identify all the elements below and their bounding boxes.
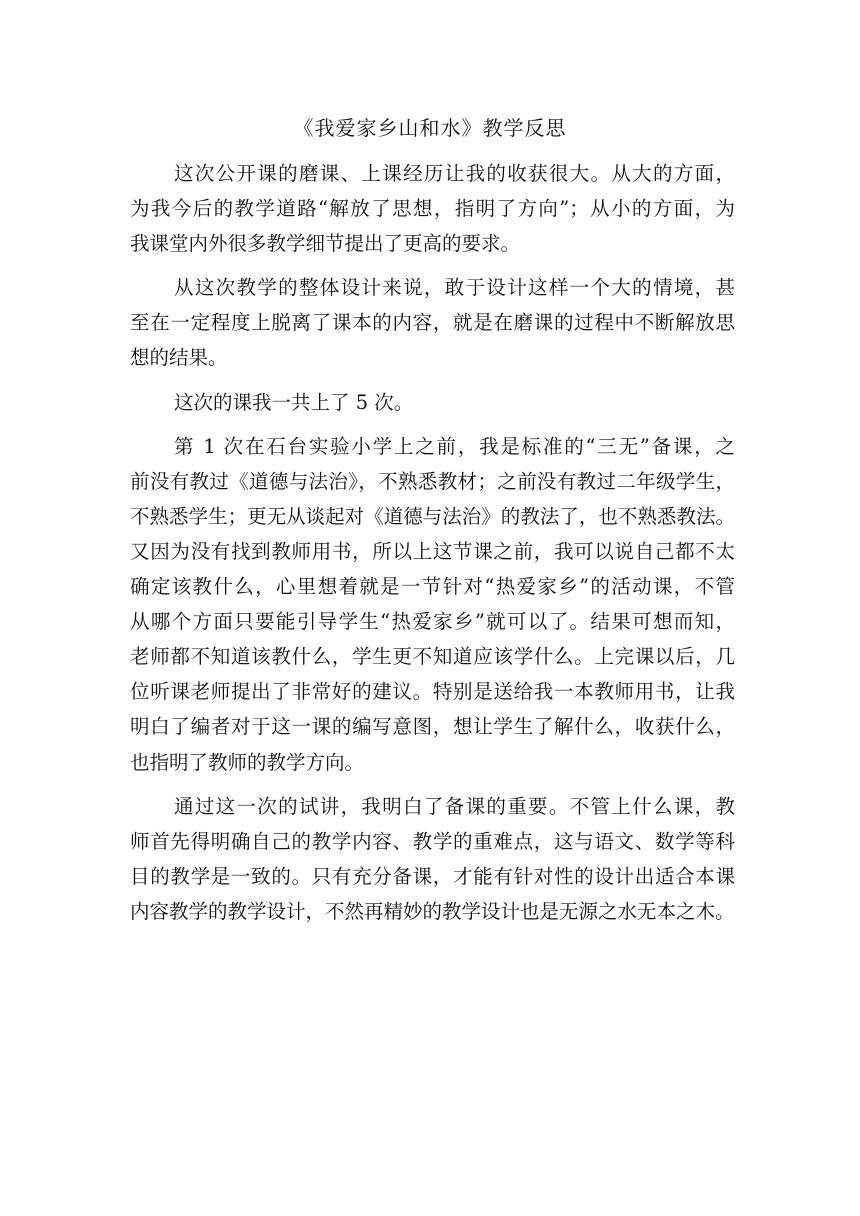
paragraph-line: 位听课老师提出了非常好的建议。特别是送给我一本教师用书，让我 bbox=[130, 680, 735, 704]
paragraph bbox=[130, 429, 735, 780]
paragraph bbox=[130, 789, 735, 929]
paragraph-line: 至在一定程度上脱离了课本的内容，就是在磨课的过程中不断解放思 bbox=[130, 311, 735, 335]
paragraph-line: 从这次教学的整体设计来说，敢于设计这样一个大的情境，甚 bbox=[174, 276, 735, 300]
paragraph-line: 为我今后的教学道路“解放了思想，指明了方向”；从小的方面，为 bbox=[130, 197, 735, 221]
paragraph-line: 这次的课我一共上了 5 次。 bbox=[174, 390, 414, 414]
paragraph-line: 想的结果。 bbox=[130, 346, 228, 370]
paragraph-line: 目的教学是一致的。只有充分备课，才能有针对性的设计出适合本课 bbox=[130, 864, 735, 888]
paragraph-line: 前没有教过《道德与法治》，不熟悉教材；之前没有教过二年级学生， bbox=[130, 469, 735, 493]
paragraph-line: 不熟悉学生；更无从谈起对《道德与法治》的教法了，也不熟悉教法。 bbox=[130, 504, 735, 528]
paragraph-line: 老师都不知道该教什么，学生更不知道应该学什么。上完课以后，几 bbox=[130, 645, 735, 669]
paragraph-line: 内容教学的教学设计，不然再精妙的教学设计也是无源之水无本之木。 bbox=[130, 899, 735, 923]
document-body bbox=[130, 156, 735, 929]
paragraph-line: 又因为没有找到教师用书，所以上这节课之前，我可以说自己都不太 bbox=[130, 539, 735, 563]
paragraph bbox=[130, 156, 735, 261]
paragraph-line: 这次公开课的磨课、上课经历让我的收获很大。从大的方面， bbox=[174, 162, 735, 185]
paragraph bbox=[130, 270, 735, 375]
paragraph-line: 师首先得明确自己的教学内容、教学的重难点，这与语文、数学等科 bbox=[130, 829, 735, 853]
document-title: 《我爱家乡山和水》教学反思 bbox=[293, 116, 567, 140]
paragraph-line: 我课堂内外很多教学细节提出了更高的要求。 bbox=[130, 232, 521, 256]
paragraph-line: 从哪个方面只要能引导学生“热爱家乡”就可以了。结果可想而知， bbox=[130, 610, 735, 634]
paragraph-line: 通过这一次的试讲，我明白了备课的重要。不管上什么课，教 bbox=[174, 794, 735, 818]
paragraph bbox=[130, 385, 735, 420]
paragraph-line: 明白了编者对于这一课的编写意图，想让学生了解什么，收获什么， bbox=[130, 715, 735, 739]
paragraph-line: 也指明了教师的教学方向。 bbox=[130, 750, 365, 774]
paragraph-line: 确定该教什么，心里想着就是一节针对“热爱家乡”的活动课，不管 bbox=[130, 575, 735, 599]
paragraph-line: 第 1 次在石台实验小学上之前，我是标准的“三无”备课，之 bbox=[174, 434, 735, 458]
